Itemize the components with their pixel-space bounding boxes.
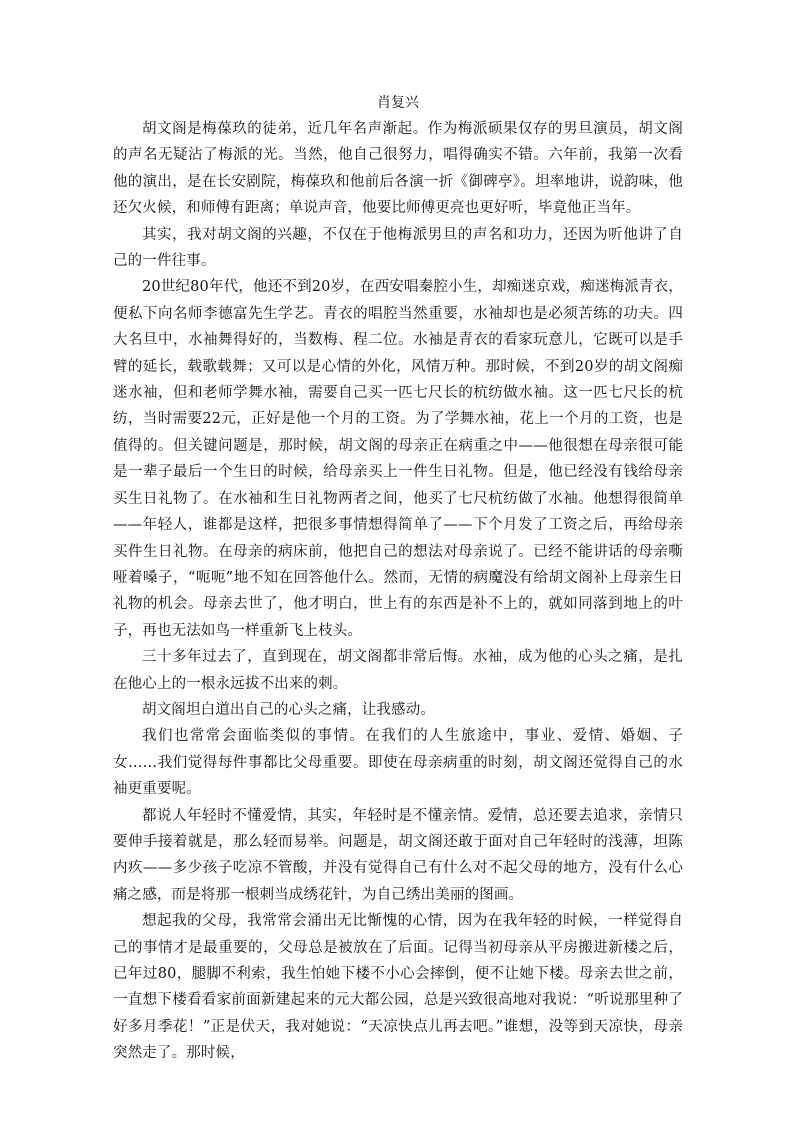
paragraph-2: 其实，我对胡文阁的兴趣，不仅在于他梅派男旦的声名和功力，还因为听他讲了自己的一件往事。 [113,226,683,270]
paragraph-5: 胡文阁坦白道出自己的心头之痛，让我感动。 [142,701,435,718]
paragraph-3: 20世纪80年代，他还不到20岁，在西安唱秦腔小生，却痴迷京戏，痴迷梅派青衣，便私下向名师李德富先生学艺。青衣的唱腔当然重要，水袖却也是必须苦练的功夫。四大名旦中，水袖舞得好的，当数梅、程二位。水袖是青衣的看家玩意儿，它既可以是手臂的延长，载歌载舞；又可以是心情的外化，风情万种。那时候，不到20岁的胡文阁痴迷水袖，但和老师学舞水袖，需要自己买一匹七尺长的杭纺做水袖。这一匹七尺长的杭纺，当时需要22元，正好是他一个月的工资。为了学舞水袖，花上一个月的工资，也是值得的。但关键问题是，那时候，胡文阁的母亲正在病重之中——他很想在母亲很可能是一辈子最后一个生日的时候，给母亲买上一件生日礼物。但是，他已经没有钱给母亲买生日礼物了。在水袖和生日礼物两者之间，他买了七尺杭纺做了水袖。他想得很简单——年轻人，谁都是这样，把很多事情想得简单了——下个月发了工资之后，再给母亲买件生日礼物。在母亲的病床前，他把自己的想法对母亲说了。已经不能讲话的母亲嘶哑着嗓子，“呃呃”地不知在回答他什么。然而，无情的病魔没有给胡文阁补上母亲生日礼物的机会。母亲去世了，他才明白，世上有的东西是补不上的，就如同落到地上的叶子，再也无法如鸟一样重新飞上枝头。 [113,279,683,639]
paragraph-6: 我们也常常会面临类似的事情。在我们的人生旅途中，事业、爱情、婚姻、子女……我们觉得每件事都比父母重要。即使在母亲病重的时刻，胡文阁还觉得自己的水袖更重要呢。 [113,728,683,798]
paragraph-4: 三十多年过去了，直到现在，胡文阁都非常后悔。水袖，成为他的心头之痛，是扎在他心上的一根永远拔不出来的刺。 [113,649,683,692]
paragraph-7: 都说人年轻时不懂爱情，其实，年轻时是不懂亲情。爱情，总还要去追求，亲情只要伸手接着就是，那么轻而易举。问题是，胡文阁还敢于面对自己年轻时的浅薄，坦陈内疚——多少孩子吃凉不管酸，并没有觉得自己有什么对不起父母的地方，没有什么心痛之感，而是将那一根刺当成绣花针，为自己绣出美丽的图画。 [113,807,683,903]
paragraph-1: 胡文阁是梅葆玖的徒弟，近几年名声渐起。作为梅派硕果仅存的男旦演员，胡文阁的声名无疑沾了梅派的光。当然，他自己很努力，唱得确实不错。六年前，我第一次看他的演出，是在长安剧院，梅葆玖和他前后各演一折《御碑亭》。坦率地讲，说韵味，他还欠火候，和师傅有距离；单说声音，他要比师傅更亮也更好听，毕竟他正当年。 [113,121,683,217]
paragraph-8: 想起我的父母，我常常会涌出无比惭愧的心情，因为在我年轻的时候，一样觉得自己的事情才是最重要的，父母总是被放在了后面。记得当初母亲从平房搬进新楼之后，已年过80，腿脚不利索，我生怕她下楼不小心会摔倒，便不让她下楼。母亲去世之前，一直想下楼看看家前面新建起来的元大都公园，总是兴致很高地对我说：“听说那里种了好多月季花！”正是伏天，我对她说：“天凉快点儿再去吧。”谁想，没等到天凉快，母亲突然走了。那时候， [113,913,683,1062]
document-page [113,94,683,1067]
author-name: 肖复兴 [377,95,419,111]
